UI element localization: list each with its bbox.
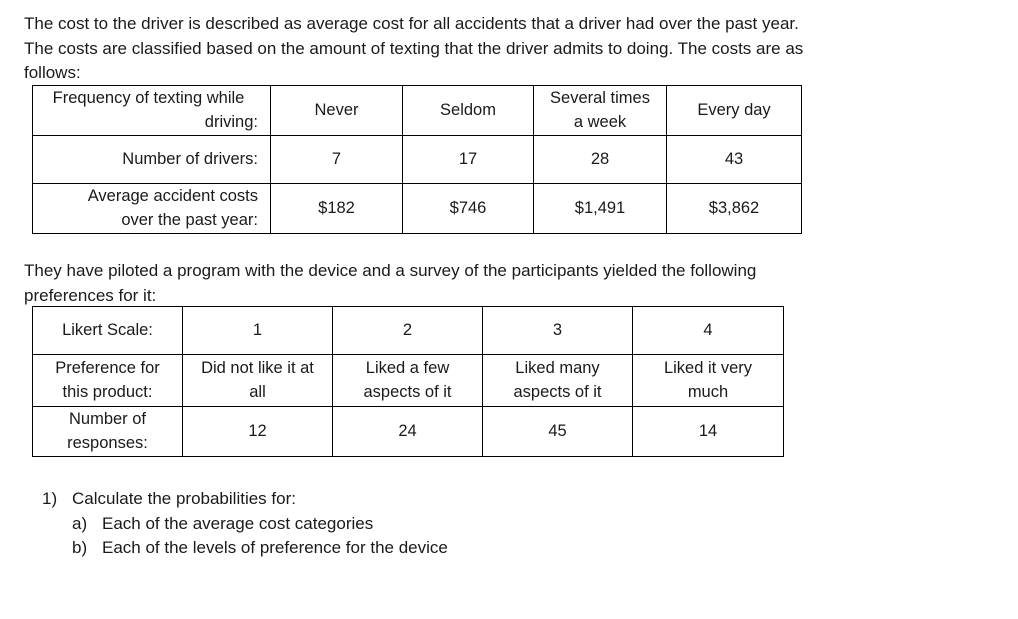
label-line: over the past year: [121, 210, 258, 229]
likert-4: 4 [633, 307, 784, 355]
table-row [33, 136, 802, 184]
responses-label [33, 407, 183, 457]
preference-table [32, 306, 784, 457]
label-line: aspects of it [363, 382, 452, 401]
question-text: Calculate the probabilities for: [72, 489, 296, 508]
label-line: all [249, 382, 266, 401]
costs-label [33, 184, 271, 234]
table-row [33, 307, 784, 355]
label-line: this product: [62, 382, 153, 401]
label-line: Liked many [515, 359, 600, 377]
label-line: Liked a few [365, 359, 450, 377]
header-seldom: Seldom [403, 86, 534, 136]
cost-several: $1,491 [534, 184, 667, 234]
preference-label [33, 355, 183, 407]
responses-1: 12 [183, 407, 333, 457]
texting-frequency-label [33, 86, 271, 136]
drivers-label: Number of drivers: [33, 136, 271, 184]
preference-2 [333, 355, 483, 407]
texting-cost-table [32, 85, 802, 234]
likert-2: 2 [333, 307, 483, 355]
question-item [42, 487, 448, 512]
drivers-never: 7 [271, 136, 403, 184]
intro-paragraph: The cost to the driver is described as average cost for all accidents that a driver had over the past year. The costs are classified based on the amount of texting that the driver admits to doing. The costs are as follows: [24, 14, 804, 82]
likert-1: 1 [183, 307, 333, 355]
table-row [33, 355, 784, 407]
survey-paragraph: They have piloted a program with the device and a survey of the participants yielded the following preferences for it: [24, 261, 757, 305]
label-line: a week [573, 112, 627, 131]
cost-every-day: $3,862 [667, 184, 802, 234]
sub-question-b [42, 536, 448, 561]
label-line: responses: [67, 433, 148, 452]
sub-question-text: Each of the average cost categories [102, 513, 374, 533]
cost-never: $182 [271, 184, 403, 234]
question-number: 1) [42, 489, 58, 508]
cost-seldom: $746 [403, 184, 534, 234]
label-line: much [687, 382, 729, 401]
label-line: driving: [204, 112, 258, 131]
drivers-every-day: 43 [667, 136, 802, 184]
likert-3: 3 [483, 307, 633, 355]
label-line: Number of [68, 410, 147, 428]
preference-1 [183, 355, 333, 407]
header-never: Never [271, 86, 403, 136]
drivers-seldom: 17 [403, 136, 534, 184]
sub-question-a [42, 512, 448, 537]
question-list [42, 487, 448, 561]
header-several-times [534, 86, 667, 136]
label-line: Frequency of texting while [52, 89, 245, 107]
table-row [33, 407, 784, 457]
responses-2: 24 [333, 407, 483, 457]
preference-4 [633, 355, 784, 407]
sub-question-letter: a) [72, 513, 88, 533]
drivers-several: 28 [534, 136, 667, 184]
responses-3: 45 [483, 407, 633, 457]
sub-question-text: Each of the levels of preference for the device [102, 538, 448, 557]
likert-label: Likert Scale: [33, 307, 183, 355]
label-line: Preference for [55, 359, 160, 377]
responses-4: 14 [633, 407, 784, 457]
preference-3 [483, 355, 633, 407]
label-line: Liked it very [663, 359, 753, 377]
table-row [33, 184, 802, 234]
label-line: Several times [550, 89, 650, 107]
sub-question-letter: b) [72, 538, 88, 557]
header-every-day: Every day [667, 86, 802, 136]
label-line: Average accident costs [87, 187, 258, 205]
label-line: aspects of it [513, 382, 602, 401]
table-row [33, 86, 802, 136]
label-line: Did not like it at [201, 359, 314, 377]
